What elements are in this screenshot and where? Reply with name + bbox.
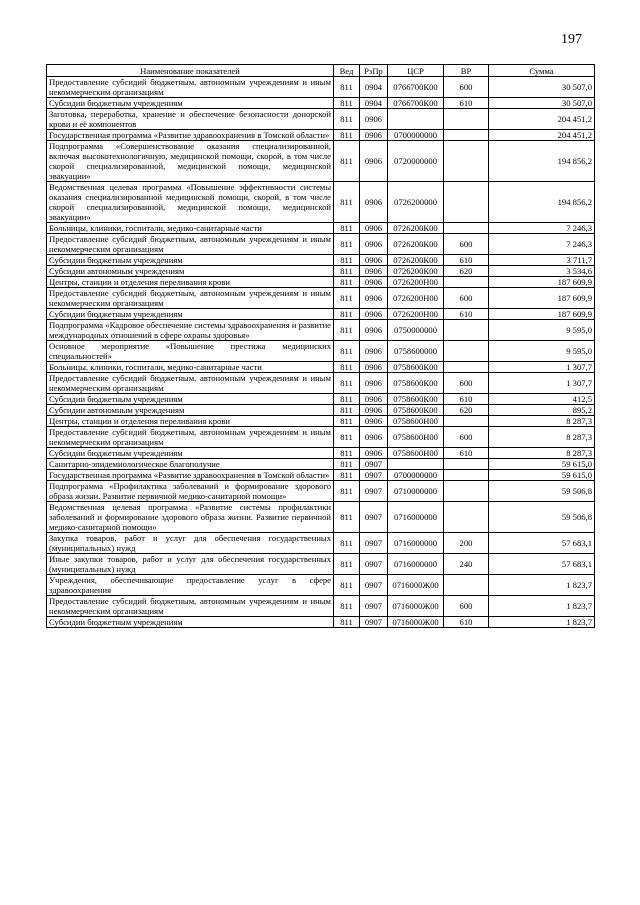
cell-rzpr: 0906 [360,362,388,373]
cell-csr: 0726200Н00 [388,277,444,288]
cell-ved: 811 [334,320,360,341]
table-row [47,234,595,255]
cell-name: Иные закупки товаров, работ и услуг для обеспечения государственных (муниципальных) нужд [47,554,334,575]
cell-rzpr: 0906 [360,277,388,288]
table-row [47,277,595,288]
cell-name: Субсидии автономным учреждениям [47,405,334,416]
cell-ved: 811 [334,288,360,309]
cell-sum: 204 451,2 [489,109,595,130]
cell-sum: 1 823,7 [489,575,595,596]
cell-sum: 57 683,1 [489,554,595,575]
cell-vr [444,481,489,502]
cell-ved: 811 [334,427,360,448]
cell-rzpr: 0904 [360,98,388,109]
cell-sum: 895,2 [489,405,595,416]
cell-name: Предоставление субсидий бюджетным, автономным учреждениям и иным некоммерческим организациям [47,288,334,309]
table-header [47,65,595,77]
cell-ved: 811 [334,502,360,533]
header-ved: Вед [334,65,360,77]
cell-sum: 30 507,0 [489,98,595,109]
table-row [47,416,595,427]
cell-rzpr: 0906 [360,448,388,459]
cell-vr [444,182,489,223]
cell-vr: 610 [444,394,489,405]
table-row [47,266,595,277]
table-row [47,459,595,470]
cell-ved: 811 [334,341,360,362]
cell-vr: 600 [444,427,489,448]
cell-rzpr: 0906 [360,373,388,394]
cell-ved: 811 [334,554,360,575]
cell-rzpr: 0906 [360,266,388,277]
cell-ved: 811 [334,277,360,288]
cell-rzpr: 0906 [360,109,388,130]
cell-vr: 600 [444,234,489,255]
cell-rzpr: 0907 [360,554,388,575]
cell-vr: 600 [444,596,489,617]
cell-sum: 412,5 [489,394,595,405]
cell-ved: 811 [334,130,360,141]
table-row [47,448,595,459]
cell-csr: 0726200Н00 [388,288,444,309]
cell-sum: 59 615,0 [489,459,595,470]
cell-csr: 0726200000 [388,182,444,223]
table-row [47,288,595,309]
cell-ved: 811 [334,309,360,320]
cell-name: Ведомственная целевая программа «Развитие системы профилактики заболеваний и формирование здорового образа жизни. Развитие первичной медико-санитарной помощи» [47,502,334,533]
cell-vr [444,223,489,234]
cell-ved: 811 [334,98,360,109]
table-row [47,405,595,416]
cell-ved: 811 [334,266,360,277]
cell-sum: 187 609,9 [489,309,595,320]
cell-vr [444,277,489,288]
cell-sum: 187 609,9 [489,277,595,288]
cell-rzpr: 0906 [360,394,388,405]
cell-rzpr: 0906 [360,141,388,182]
cell-ved: 811 [334,596,360,617]
cell-rzpr: 0906 [360,288,388,309]
cell-sum: 7 246,3 [489,234,595,255]
cell-ved: 811 [334,533,360,554]
cell-vr [444,141,489,182]
cell-sum: 194 856,2 [489,141,595,182]
cell-sum: 8 287,3 [489,427,595,448]
cell-csr: 0716000Ж00 [388,596,444,617]
cell-name: Субсидии бюджетным учреждениям [47,255,334,266]
cell-csr: 0710000000 [388,481,444,502]
cell-vr: 610 [444,617,489,628]
table-row [47,427,595,448]
cell-ved: 811 [334,234,360,255]
cell-csr: 0758600Н00 [388,416,444,427]
cell-csr: 0766700К00 [388,98,444,109]
cell-csr: 0758600Н00 [388,427,444,448]
cell-rzpr: 0907 [360,617,388,628]
cell-vr: 620 [444,266,489,277]
cell-name: Субсидии бюджетным учреждениям [47,394,334,405]
cell-name: Больницы, клиники, госпитали, медико-санитарные части [47,362,334,373]
cell-name: Субсидии бюджетным учреждениям [47,309,334,320]
cell-vr: 200 [444,533,489,554]
cell-ved: 811 [334,255,360,266]
table-row [47,596,595,617]
cell-csr: 0726200Н00 [388,309,444,320]
cell-vr [444,575,489,596]
table-row [47,575,595,596]
cell-csr: 0716000000 [388,554,444,575]
cell-rzpr: 0907 [360,481,388,502]
table-row [47,362,595,373]
table-row [47,481,595,502]
cell-sum: 57 683,1 [489,533,595,554]
cell-csr [388,109,444,130]
cell-rzpr: 0906 [360,130,388,141]
table-row [47,182,595,223]
cell-csr: 0726200К00 [388,234,444,255]
cell-rzpr: 0907 [360,596,388,617]
cell-ved: 811 [334,394,360,405]
cell-csr: 0716000Ж00 [388,575,444,596]
cell-rzpr: 0906 [360,320,388,341]
cell-csr: 0758600К00 [388,405,444,416]
table-row [47,341,595,362]
table-row [47,617,595,628]
cell-ved: 811 [334,141,360,182]
cell-vr [444,470,489,481]
table-row [47,373,595,394]
cell-name: Субсидии автономным учреждениям [47,266,334,277]
cell-rzpr: 0906 [360,416,388,427]
cell-name: Больницы, клиники, госпитали, медико-санитарные части [47,223,334,234]
cell-ved: 811 [334,459,360,470]
cell-rzpr: 0906 [360,309,388,320]
cell-rzpr: 0906 [360,255,388,266]
cell-name: Предоставление субсидий бюджетным, автономным учреждениям и иным некоммерческим организациям [47,427,334,448]
cell-vr: 600 [444,288,489,309]
cell-name: Предоставление субсидий бюджетным, автономным учреждениям и иным некоммерческим организациям [47,77,334,98]
cell-sum: 59 506,8 [489,481,595,502]
header-vr: ВР [444,65,489,77]
cell-name: Государственная программа «Развитие здравоохранения в Томской области» [47,470,334,481]
cell-vr [444,109,489,130]
table-row [47,130,595,141]
cell-csr: 0758600000 [388,341,444,362]
table-row [47,77,595,98]
cell-vr [444,459,489,470]
cell-sum: 8 287,3 [489,448,595,459]
cell-name: Подпрограмма «Кадровое обеспечение системы здравоохранения и развитие международных отношений в сфере охраны здоровья» [47,320,334,341]
cell-sum: 59 615,0 [489,470,595,481]
cell-csr: 0726200К00 [388,266,444,277]
cell-rzpr: 0906 [360,182,388,223]
cell-ved: 811 [334,470,360,481]
cell-rzpr: 0906 [360,427,388,448]
cell-sum: 204 451,2 [489,130,595,141]
cell-name: Заготовка, переработка, хранение и обеспечение безопасности донорской крови и её компонентов [47,109,334,130]
cell-ved: 811 [334,481,360,502]
cell-rzpr: 0906 [360,405,388,416]
cell-name: Субсидии бюджетным учреждениям [47,617,334,628]
budget-table [46,64,595,628]
cell-name: Основное мероприятие «Повышение престижа медицинских специальностей» [47,341,334,362]
cell-vr [444,362,489,373]
cell-rzpr: 0907 [360,459,388,470]
cell-vr: 610 [444,309,489,320]
cell-sum: 9 595,0 [489,341,595,362]
header-rzpr: РзПр [360,65,388,77]
cell-name: Закупка товаров, работ и услуг для обеспечения государственных (муниципальных) нужд [47,533,334,554]
cell-csr: 0716000Ж00 [388,617,444,628]
cell-name: Ведомственная целевая программа «Повышение эффективности системы оказания специализированной медицинской помощи, скорой, в том числе скорой специализированной, медицинской помощи, медицинской эвакуации» [47,182,334,223]
cell-ved: 811 [334,223,360,234]
cell-name: Центры, станции и отделения переливания крови [47,416,334,427]
cell-rzpr: 0907 [360,575,388,596]
cell-name: Государственная программа «Развитие здравоохранения в Томской области» [47,130,334,141]
cell-csr: 0720000000 [388,141,444,182]
cell-rzpr: 0906 [360,223,388,234]
cell-csr: 0750000000 [388,320,444,341]
cell-sum: 1 307,7 [489,373,595,394]
cell-csr: 0726200К00 [388,223,444,234]
cell-ved: 811 [334,77,360,98]
cell-rzpr: 0906 [360,234,388,255]
cell-vr: 610 [444,448,489,459]
cell-name: Предоставление субсидий бюджетным, автономным учреждениям и иным некоммерческим организациям [47,234,334,255]
table-row [47,394,595,405]
cell-rzpr: 0907 [360,533,388,554]
cell-sum: 1 307,7 [489,362,595,373]
table-body [47,77,595,628]
table-row [47,320,595,341]
table-row [47,255,595,266]
cell-name: Подпрограмма «Совершенствование оказания специализированной, включая высокотехнологичную, медицинской помощи, скорой, в том числе скорой специализированной, медицинской помощи, медицинской эвакуации» [47,141,334,182]
cell-ved: 811 [334,448,360,459]
cell-sum: 8 287,3 [489,416,595,427]
cell-ved: 811 [334,373,360,394]
cell-csr [388,459,444,470]
cell-sum: 194 856,2 [489,182,595,223]
cell-ved: 811 [334,405,360,416]
cell-ved: 811 [334,182,360,223]
table-row [47,502,595,533]
table-row [47,141,595,182]
page-number: 197 [561,32,582,47]
cell-sum: 187 609,9 [489,288,595,309]
cell-name: Предоставление субсидий бюджетным, автономным учреждениям и иным некоммерческим организациям [47,596,334,617]
cell-vr [444,341,489,362]
cell-sum: 1 823,7 [489,617,595,628]
cell-rzpr: 0904 [360,77,388,98]
cell-vr: 610 [444,98,489,109]
cell-vr [444,130,489,141]
cell-csr: 0758600Н00 [388,448,444,459]
table-row [47,470,595,481]
cell-vr: 240 [444,554,489,575]
cell-sum: 59 506,8 [489,502,595,533]
cell-name: Центры, станции и отделения переливания крови [47,277,334,288]
cell-name: Санитарно-эпидемиологическое благополучие [47,459,334,470]
cell-vr [444,416,489,427]
cell-csr: 0726200К00 [388,255,444,266]
table-row [47,533,595,554]
cell-name: Субсидии бюджетным учреждениям [47,98,334,109]
cell-ved: 811 [334,416,360,427]
header-csr: ЦСР [388,65,444,77]
cell-sum: 9 595,0 [489,320,595,341]
table-row [47,109,595,130]
table-row [47,309,595,320]
cell-sum: 30 507,0 [489,77,595,98]
cell-csr: 0700000000 [388,470,444,481]
table-row [47,554,595,575]
cell-rzpr: 0907 [360,470,388,481]
cell-csr: 0766700К00 [388,77,444,98]
cell-csr: 0758600К00 [388,362,444,373]
cell-vr: 600 [444,77,489,98]
cell-csr: 0716000000 [388,533,444,554]
cell-csr: 0758600К00 [388,394,444,405]
header-row [47,65,595,77]
cell-name: Субсидии бюджетным учреждениям [47,448,334,459]
header-sum: Сумма [489,65,595,77]
cell-vr [444,502,489,533]
cell-name: Учреждения, обеспечивающие предоставление услуг в сфере здравоохранения [47,575,334,596]
cell-csr: 0758600К00 [388,373,444,394]
cell-sum: 3 711,7 [489,255,595,266]
cell-sum: 3 534,6 [489,266,595,277]
cell-sum: 7 246,3 [489,223,595,234]
cell-vr: 610 [444,255,489,266]
cell-name: Подпрограмма «Профилактика заболеваний и формирование здорового образа жизни. Развитие первичной медико-санитарной помощи» [47,481,334,502]
cell-name: Предоставление субсидий бюджетным, автономным учреждениям и иным некоммерческим организациям [47,373,334,394]
table-row [47,223,595,234]
header-name: Наименование показателей [47,65,334,77]
cell-ved: 811 [334,109,360,130]
cell-vr: 600 [444,373,489,394]
table-row [47,98,595,109]
cell-ved: 811 [334,362,360,373]
cell-vr: 620 [444,405,489,416]
cell-rzpr: 0906 [360,341,388,362]
cell-vr [444,320,489,341]
cell-csr: 0716000000 [388,502,444,533]
cell-ved: 811 [334,617,360,628]
cell-csr: 0700000000 [388,130,444,141]
cell-sum: 1 823,7 [489,596,595,617]
cell-ved: 811 [334,575,360,596]
cell-rzpr: 0907 [360,502,388,533]
